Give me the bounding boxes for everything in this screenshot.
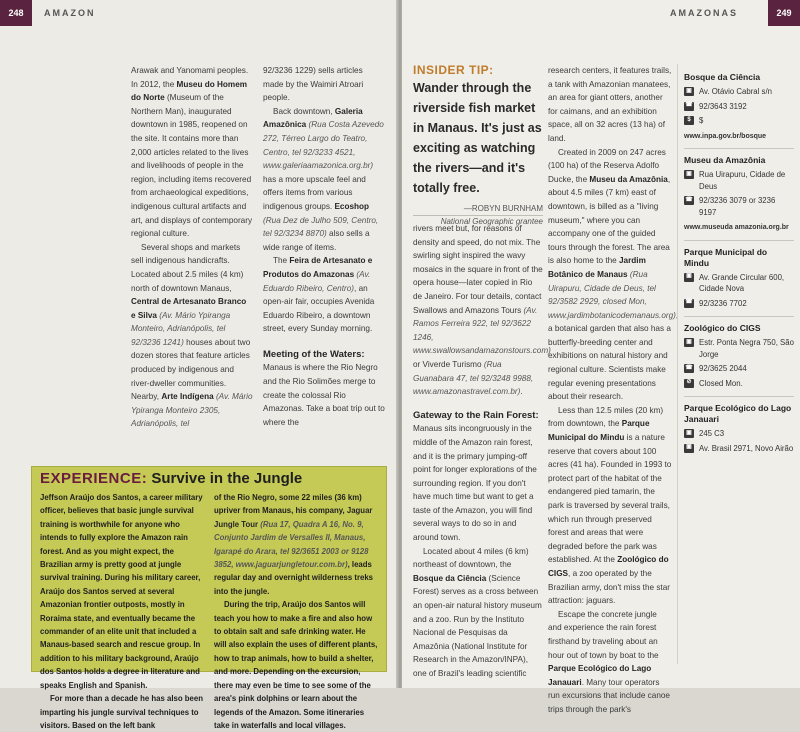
rich-text-block	[413, 422, 543, 680]
meeting-heading: Meeting of the Waters:	[263, 348, 365, 360]
experience-column-2	[214, 491, 380, 732]
bold-term: Ecoshop	[334, 201, 370, 211]
sidebar-row	[684, 195, 794, 218]
sidebar-row-text: Estr. Ponta Negra 750, São Jorge	[699, 338, 794, 359]
sidebar-website: www.inpa.gov.br/bosque	[684, 132, 767, 140]
sidebar-row	[684, 101, 794, 113]
experience-box	[31, 466, 387, 730]
price-icon: $	[684, 116, 694, 125]
sidebar-row-text: $	[699, 116, 704, 125]
paragraph: 92/3236 1229) sells articles made by the Waimiri Atroari people.	[263, 66, 364, 103]
paragraph: Back downtown, Galeria Amazônica (Rua Costa Azevedo 272, Térreo Largo do Teatro, Centro, tel 92/3233 4521, www.galeriaamazonica.org.br) has a more upscale feel and offers items from various indigenous groups. Ecoshop (Rua Dez de Julho 509, Centro, tel 92/3234 8870) also sells a wide range of items.	[263, 106, 384, 252]
sidebar-website: www.museuda amazonia.org.br	[684, 224, 789, 231]
right-column-b	[548, 64, 676, 717]
sidebar-row	[684, 169, 794, 192]
map-icon: ▣	[684, 444, 694, 453]
rich-text-block	[548, 64, 676, 717]
phone-icon: ☎	[684, 364, 694, 373]
insider-label: INSIDER TIP:	[413, 63, 494, 77]
sidebar-divider	[684, 240, 794, 241]
rich-text-block	[214, 491, 380, 732]
paragraph: Manaus sits incongruously in the middle of the Amazon rain forest, and it is the primary jumping-off point for longer explorations of the surrounding region. If you don't have much time but want to get a taste of the Amazon, you will find several ways to do so in and around town.	[413, 424, 537, 543]
divider	[413, 215, 543, 216]
left-page	[0, 0, 398, 730]
insider-attribution-org: National Geographic grantee	[440, 216, 543, 226]
paragraph: Several shops and markets sell indigenous handicrafts. Located about 2.5 miles (4 km) north of downtown Manaus, Central de Artesanato Branco e Silva (Av. Mário Ypiranga Monteiro, Adrianópolis, tel 92/3236 1241) houses about two dozen stores that feature articles produced by indigenous and river-dweller communities. Nearby, Arte Indígena (Av. Mário Ypiranga Monteiro 2305, Adrianópolis, tel	[131, 242, 253, 429]
sidebar-entry-title: Parque Ecológico do Lago Janauari	[684, 403, 792, 424]
gateway-heading: Gateway to the Rain Forest:	[413, 409, 539, 421]
paragraph: of the Rio Negro, some 22 miles (36 km) upriver from Manaus, his company, Jaguar Jungle Tour (Rua 17, Quadra A 16, No. 9, Conjunto Jardim de Versalles II, Manaus, Igarapé do Arara, tel 92/3651 2003 or 9128 3852, www.jaguarjungletour.com.br), leads regular day and overnight wilderness treks into the jungle.	[214, 493, 374, 596]
bold-term: Zoológico do CIGS	[548, 555, 669, 578]
sidebar-divider	[684, 148, 794, 149]
map-icon: ▣	[684, 273, 694, 282]
running-head: AMAZONAS	[670, 8, 738, 18]
paragraph: Escape the concrete jungle and experience the rain forest firsthand by traveling about an hour out of town by boat to the Parque Ecológico do Lago Janauari. Many tour operators run excursions that include canoe trips through the park's	[548, 609, 670, 714]
italic-detail: (Av. Eduardo Ribeiro, Centro)	[263, 269, 371, 293]
bold-term: Parque Ecológico do Lago Janauari	[548, 664, 652, 687]
rich-text-block	[413, 222, 551, 399]
page-number: 249	[768, 0, 800, 26]
italic-detail: (Rua Costa Azevedo 272, Térreo Largo do Teatro, Centro, tel 92/3233 4521, www.galeriaamazonica.org.br)	[263, 120, 384, 171]
phone-icon: ☎	[684, 299, 694, 308]
paragraph: The Feira de Artesanato e Produtos do Amazonas (Av. Eduardo Ribeiro, Centro), an open-air fair, occupies Avenida Eduardo Ribeiro, a downtown street, every Sunday morning.	[263, 256, 375, 334]
paragraph: For more than a decade he has also been imparting his jungle survival techniques to visitors. Based on the left bank	[40, 694, 203, 730]
italic-detail: (Rua Uirapuru, Cidade de Deus, tel 92/3582 2929, closed Mon, www.jardimbotanicodemanaus.org)	[548, 269, 676, 320]
bold-term: Jaguar Jungle Tour	[214, 506, 373, 529]
sidebar-row	[684, 337, 794, 360]
paragraph: Arawak and Yanomami peoples. In 2012, the Museu do Homem do Norte (Museum of the Northern Man), inaugurated downtown in 1985, reopened on the site. It contains more than 2,000 articles related to the lives and livelihoods of people in the region, including items recovered from archaeological expeditions, indigenous cultural artifacts and art, and displays of contemporary regional culture.	[131, 66, 253, 239]
sidebar-rule	[677, 64, 678, 664]
rich-text-block	[40, 491, 204, 732]
sidebar-entry-title: Museu da Amazônia	[684, 155, 766, 165]
map-icon: ▣	[684, 170, 694, 179]
sidebar-row-text: 92/3236 3079 or 3236 9197	[699, 196, 776, 217]
sidebar-row-text: Av. Otávio Cabral s/n	[699, 87, 772, 96]
meeting-text: Manaus is where the Rio Negro and the Rio Solimões merge to create the colossal Rio Amazonas. Take a boat trip out to where the	[263, 363, 385, 427]
sidebar-row-text: 92/3625 2044	[699, 364, 747, 373]
rich-text-block	[131, 64, 253, 431]
sidebar-row-text: Av. Grande Circular 600, Cidade Nova	[699, 272, 785, 293]
paragraph: rivers meet but, for reasons of density and speed, do not mix. The swirling sight inspired the wavy mosaics in the square in front of the opera house—later copied in Rio de Janeiro. For tour details, contact Swallows and Amazons Tours (Av. Ramos Ferreira 922, tel 92/3622 1246, www.swallowsandamazonstours.com) or Viverde Turismo (Rua Guanabara 47, tel 92/3248 9988, www.amazonastravel.com.br).	[413, 224, 551, 397]
bold-term: Feira de Artesanato e Produtos do Amazonas	[263, 256, 373, 279]
sidebar-row-text: Av. Brasil 2971, Novo Airão	[699, 443, 794, 453]
closed-icon: ⊘	[684, 379, 694, 388]
phone-icon: ☎	[684, 196, 694, 205]
experience-column-1	[40, 491, 204, 732]
bold-term: Museu do Homem do Norte	[131, 79, 248, 103]
sidebar-entry-title: Parque Municipal do Mindu	[684, 246, 768, 268]
italic-detail: (Rua Guanabara 47, tel 92/3248 9988, www.amazonastravel.com.br)	[413, 359, 534, 397]
insider-tip	[413, 64, 543, 228]
sidebar-row	[684, 115, 794, 127]
sidebar-row-text: 92/3643 3192	[699, 101, 747, 111]
bold-term: Bosque da Ciência	[413, 573, 487, 583]
sidebar-row	[684, 378, 794, 390]
sidebar-row-text: Closed Mon.	[699, 378, 743, 388]
sidebar-row	[684, 363, 794, 375]
sidebar-entry	[684, 72, 794, 141]
sidebar-row-text: 92/3236 7702	[699, 298, 747, 308]
paragraph: research centers, it features trails, a tank with Amazonian manatees, an area for giant otters, another for caimans, and an exhibition space, all on 32 acres (13 ha) of land.	[548, 66, 672, 143]
paragraph: Less than 12.5 miles (20 km) from downtown, the Parque Municipal do Mindu is a nature reserve that covers about 100 acres (41 ha). Founded in 1993 to protect part of the habitat of the endangered pied tamarin, the park is traversed by several trails, which run through preserved forest and areas that were degraded before the park was established. At the Zoológico do CIGS, a zoo operated by the Brazilian army, don't miss the star attraction: jaguars.	[548, 405, 672, 606]
insider-quote: Wander through the riverside fish market in Manaus. It's just as exciting as watching the rivers—and it's totally free.	[413, 80, 542, 195]
italic-detail: (Av. Mário Ypiranga Monteiro 2305, Adrianópolis, tel	[131, 392, 253, 429]
sidebar-entry	[684, 155, 794, 233]
sidebar-entry	[684, 323, 794, 389]
sidebar-row-text: Rua Uirapuru, Cidade de Deus	[699, 170, 786, 191]
rich-text-block	[263, 64, 385, 336]
running-head: AMAZON	[44, 8, 96, 18]
bold-term: Arte Indígena	[161, 392, 214, 402]
experience-heading: Survive in the Jungle	[151, 470, 303, 487]
insider-attribution: —ROBYN BURNHAM	[463, 203, 543, 213]
sidebar	[684, 70, 794, 454]
map-icon: ▣	[684, 429, 694, 438]
sidebar-row	[684, 272, 794, 295]
sidebar-entry-title: Zoológico do CIGS	[684, 323, 761, 333]
right-column-a	[413, 222, 551, 681]
experience-title	[40, 470, 302, 487]
italic-detail: (Rua Dez de Julho 509, Centro, tel 92/3234 8870)	[263, 215, 379, 239]
italic-detail: (Rua 17, Quadra A 16, No. 9, Conjunto Jardim de Versalles II, Manaus, Igarapé do Arara, tel 92/3651 2003 or 9128 3852, www.jaguarjungletour.com.br)	[214, 519, 369, 570]
bold-term: Parque Municipal do Mindu	[548, 419, 650, 443]
left-column-2	[263, 64, 385, 429]
sidebar-row	[684, 298, 794, 310]
sidebar-row	[684, 86, 794, 98]
italic-detail: (Av. Ramos Ferreira 922, tel 92/3622 1246, www.swallowsandamazonstours.com)	[413, 305, 551, 356]
left-column-1	[131, 64, 253, 431]
bold-term: Galeria Amazônica	[263, 106, 363, 130]
sidebar-entry	[684, 403, 794, 454]
phone-icon: ☎	[684, 102, 694, 111]
bold-term: Jardim Botânico de Manaus	[548, 256, 646, 279]
sidebar-divider	[684, 316, 794, 317]
paragraph: Located about 4 miles (6 km) northeast of downtown, the Bosque da Ciência (Science Forest) serves as a cross between an open-air natural history museum and a zoo. Run by the Instituto Nacional de Pesquisas da Amazônia (National Institute for Research in the Amazon/INPA), one of Brazil's leading scientific	[413, 546, 542, 678]
sidebar-entry	[684, 247, 794, 310]
paragraph: Created in 2009 on 247 acres (100 ha) of the Reserva Adolfo Ducke, the Museu da Amazônia, about 4.5 miles (7 km) east of downtown, is billed as a "living museum," where you can accompany one of the guided tours through the forest. The area is also home to the Jardim Botânico de Manaus (Rua Uirapuru, Cidade de Deus, tel 92/3582 2929, closed Mon, www.jardimbotanicodemanaus.org) a botanical garden that also has a butterfly-breeding center and exhibitions on natural history and regional culture. Scientists make regular evening presentations about their research.	[548, 147, 676, 402]
paragraph: Jeffson Araújo dos Santos, a career military officer, believes that basic jungle survival training is worthwhile for anyone who intends to fully explore the Amazon rain forest. And as you might expect, the Brazilian army is pretty good at jungle survival training. During his military career, Araújo dos Santos served at several Amazonian frontier outposts, mostly in Roraima state, and eventually became the commander of an elite unit that included a Manaus-based search and rescue group. In addition to his military background, Araújo dos Santos holds a degree in literature and speaks English and Spanish.	[40, 493, 203, 690]
map-icon: ▣	[684, 338, 694, 347]
sidebar-row	[684, 428, 794, 440]
paragraph: During the trip, Araújo dos Santos will teach you how to make a fire and also how to obtain salt and safe drinking water. He will also explain the uses of different plants, how to trap animals, how to build a shelter, and more. Depending on the excursion, there may even be time to see some of the area's pink dolphins or learn about the legends of the Amazon. Some itineraries take in waterfalls and local villages.	[214, 600, 378, 730]
sidebar-row-text: 245 C3	[699, 429, 725, 438]
experience-label: EXPERIENCE:	[40, 470, 148, 487]
bold-term: Central de Artesanato Branco e Silva	[131, 297, 247, 320]
map-icon: ▣	[684, 87, 694, 96]
italic-detail: (Av. Mário Ypiranga Monteiro, Adrianópolis, tel 92/3236 1241)	[131, 310, 231, 347]
sidebar-divider	[684, 396, 794, 397]
sidebar-row	[684, 443, 794, 455]
page-number: 248	[0, 0, 32, 26]
sidebar-entry-title: Bosque da Ciência	[684, 72, 761, 82]
bold-term: Museu da Amazônia	[589, 174, 668, 184]
